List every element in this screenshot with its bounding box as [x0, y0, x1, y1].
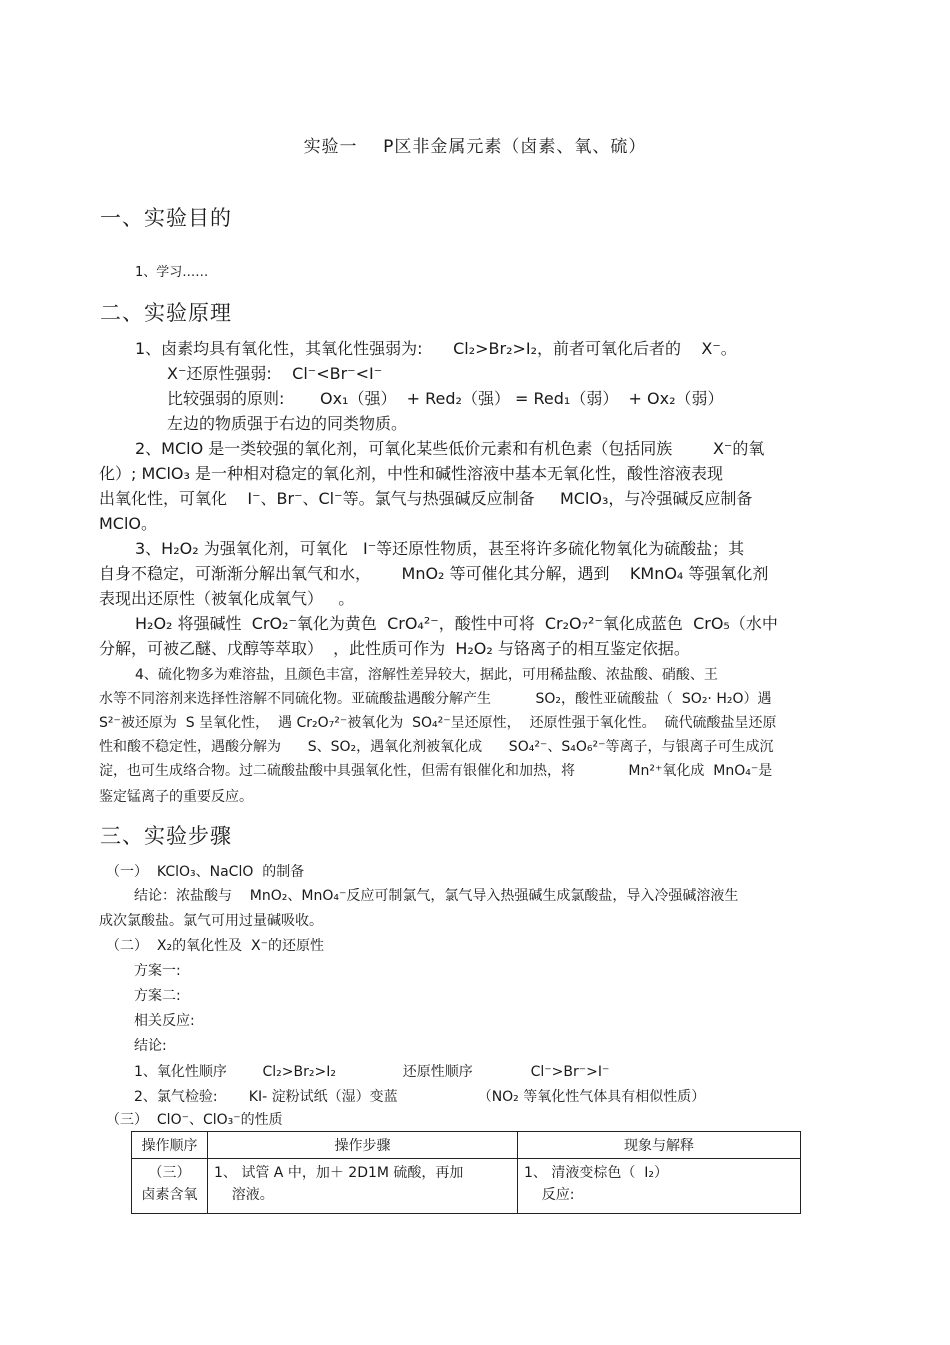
steps-line: 相关反应:	[134, 1013, 195, 1029]
steps-line: （一） KClO₃、NaClO 的制备	[106, 864, 305, 880]
steps-line: （二） X₂的氧化性及 X⁻的还原性	[106, 938, 324, 954]
table-header-cell: 操作顺序	[132, 1132, 208, 1159]
principle-line: 比较强弱的原则: Ox₁（强） + Red₂（强） = Red₁（弱） + Ox₂（弱）	[167, 389, 724, 408]
principle-line: 4、硫化物多为难溶盐，且颜色丰富，溶解性差异较大，据此，可用稀盐酸、浓盐酸、硝酸、王	[135, 667, 718, 683]
table-header-cell: 现象与解释	[518, 1132, 801, 1159]
principle-line: 性和酸不稳定性，遇酸分解为 S、SO₂，遇氧化剂被氧化成 SO₄²⁻、S₄O₆²⁻等离子，与银离子可生成沉	[99, 739, 774, 755]
cell-line: 溶液。	[214, 1187, 274, 1203]
principle-line: 水等不同溶剂来选择性溶解不同硫化物。亚硫酸盐遇酸分解产生 SO₂，酸性亚硫酸盐（ SO₂· H₂O）遇	[99, 691, 772, 707]
principle-line: 表现出还原性（被氧化成氧气） 。	[99, 589, 355, 608]
principle-line: 鉴定锰离子的重要反应。	[99, 789, 253, 805]
experiment-table	[131, 1131, 801, 1214]
principle-line: H₂O₂ 将强碱性 CrO₂⁻氧化为黄色 CrO₄²⁻，酸性中可将 Cr₂O₇²⁻氧化成蓝色 CrO₅（水中	[135, 614, 778, 633]
cell-line: （三）	[148, 1165, 191, 1181]
principle-line: 自身不稳定，可渐渐分解出氧气和水， MnO₂ 等可催化其分解，遇到 KMnO₄ 等强氧化剂	[99, 564, 769, 583]
table-cell	[518, 1159, 801, 1214]
steps-line: （三） ClO⁻、ClO₃⁻的性质	[106, 1112, 283, 1128]
table-header-row	[132, 1132, 801, 1159]
table-cell	[132, 1159, 208, 1214]
principle-line: 出氧化性，可氧化 I⁻、Br⁻、Cl⁻等。氯气与热强碱反应制备 MClO₃，与冷强碱反应制备	[99, 489, 753, 508]
principle-line: X⁻还原性强弱: Cl⁻<Br⁻<I⁻	[167, 364, 383, 383]
section-heading-steps: 三、实验步骤	[100, 824, 232, 848]
steps-line: 方案二:	[134, 988, 181, 1004]
principle-line: 淀，也可生成络合物。过二硫酸盐酸中具强氧化性，但需有银催化和加热，将 Mn²⁺氧化成 MnO₄⁻是	[99, 763, 773, 779]
table-row	[132, 1159, 801, 1214]
table-header-cell: 操作步骤	[208, 1132, 518, 1159]
steps-line: 结论:	[134, 1038, 167, 1054]
cell-line: 卤素含氧	[141, 1187, 198, 1203]
section-heading-principle: 二、实验原理	[100, 301, 232, 325]
steps-line: 2、氯气检验: KI- 淀粉试纸（湿）变蓝 （NO₂ 等氧化性气体具有相似性质）	[134, 1089, 706, 1105]
cell-line: 反应:	[524, 1187, 575, 1203]
cell-line: 1、 清液变棕色（ I₂）	[524, 1165, 668, 1181]
principle-line: 2、MClO 是一类较强的氧化剂，可氧化某些低价元素和有机色素（包括同族 X⁻的氧	[135, 439, 765, 458]
principle-line: 分解，可被乙醚、戊醇等萃取） ，此性质可作为 H₂O₂ 与铬离子的相互鉴定依据。	[99, 639, 690, 658]
principle-line: 3、H₂O₂ 为强氧化剂，可氧化 I⁻等还原性物质，甚至将许多硫化物氧化为硫酸盐；其	[135, 539, 745, 558]
steps-line: 成次氯酸盐。氯气可用过量碱吸收。	[99, 913, 323, 929]
steps-line: 方案一:	[134, 963, 181, 979]
cell-line: 1、 试管 A 中，加＋ 2D1M 硫酸，再加	[214, 1165, 464, 1181]
principle-line: MClO。	[99, 514, 158, 533]
steps-line: 1、氧化性顺序 Cl₂>Br₂>I₂ 还原性顺序 Cl⁻>Br⁻>I⁻	[134, 1064, 610, 1080]
principle-line: 左边的物质强于右边的同类物质。	[167, 414, 408, 433]
principle-line: 1、卤素均具有氧化性，其氧化性强弱为: Cl₂>Br₂>I₂，前者可氧化后者的 X⁻。	[135, 339, 737, 358]
steps-line: 结论：浓盐酸与 MnO₂、MnO₄⁻反应可制氯气，氯气导入热强碱生成氯酸盐，导入冷强碱溶液生	[134, 888, 739, 904]
table-cell	[208, 1159, 518, 1214]
principle-line: 化）; MClO₃ 是一种相对稳定的氧化剂，中性和碱性溶液中基本无氧化性，酸性溶液表现	[99, 464, 723, 483]
document-title: 实验一 P区非金属元素（卤素、氧、硫）	[303, 137, 647, 157]
principle-line: S²⁻被还原为 S 呈氧化性， 遇 Cr₂O₇²⁻被氧化为 SO₄²⁻呈还原性， 还原性强于氧化性。 硫代硫酸盐呈还原	[99, 715, 777, 731]
purpose-line: 1、学习……	[135, 265, 209, 280]
section-heading-purpose: 一、实验目的	[100, 206, 232, 230]
